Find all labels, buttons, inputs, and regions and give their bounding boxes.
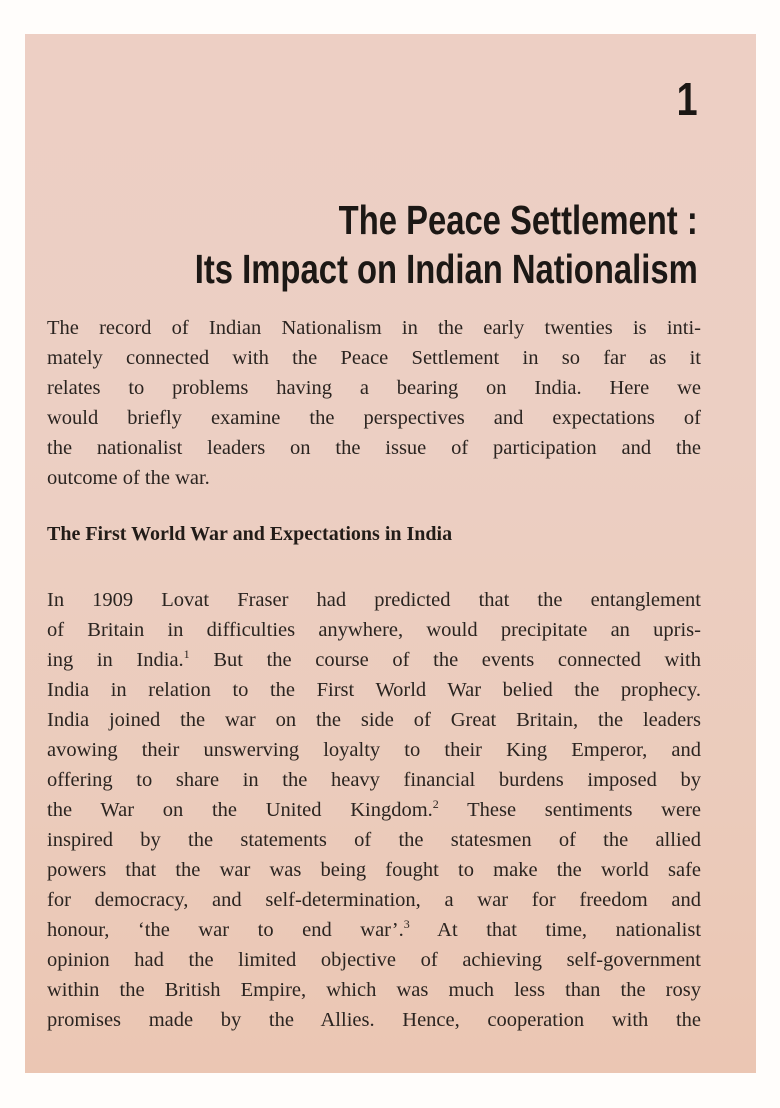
section-heading: The First World War and Expectations in India: [47, 523, 453, 545]
text-line: avowing their unswerving loyalty to their King Emperor, and: [47, 739, 701, 761]
text-line: relates to problems having a bearing on India. Here we: [47, 377, 701, 399]
text-line: powers that the war was being fought to make the world safe: [47, 859, 701, 881]
text-line: [47, 915, 701, 945]
text-line: of Britain in difficulties anywhere, would precipitate an upris-: [47, 619, 701, 641]
main-paragraph: [47, 585, 701, 1035]
text-line: India joined the war on the side of Great Britain, the leaders: [47, 709, 701, 731]
text-segment: honour, ‘the war to end war’.: [47, 919, 404, 941]
text-segment: the War on the United Kingdom.: [47, 799, 433, 821]
chapter-title-line-2: Its Impact on Indian Nationalism: [194, 246, 698, 292]
text-line: opinion had the limited objective of achieving self-government: [47, 949, 701, 971]
footnote-ref-2[interactable]: 2: [432, 797, 439, 811]
footnote-ref-1[interactable]: 1: [183, 647, 190, 661]
text-line: The record of Indian Nationalism in the early twenties is inti-: [47, 317, 701, 339]
text-line: India in relation to the First World War belied the prophecy.: [47, 679, 701, 701]
text-segment: But the course of the events connected with: [189, 649, 701, 671]
text-line: offering to share in the heavy financial burdens imposed by: [47, 769, 701, 791]
text-line: promises made by the Allies. Hence, cooperation with the: [47, 1009, 701, 1031]
text-segment: These sentiments were: [438, 799, 702, 821]
text-line: within the British Empire, which was much less than the rosy: [47, 979, 701, 1001]
text-line: would briefly examine the perspectives and expectations of: [47, 407, 701, 429]
text-segment: ing in India.: [47, 649, 184, 671]
book-page: [25, 34, 756, 1073]
text-line: the nationalist leaders on the issue of participation and the: [47, 437, 701, 459]
text-line: In 1909 Lovat Fraser had predicted that the entanglement: [47, 589, 701, 611]
intro-paragraph: [47, 313, 701, 493]
chapter-title: [195, 196, 698, 294]
chapter-title-line-1: The Peace Settlement :: [338, 197, 698, 243]
text-segment: At that time, nationalist: [409, 919, 702, 941]
text-line: inspired by the statements of the statesmen of the allied: [47, 829, 701, 851]
chapter-number: 1: [677, 73, 698, 125]
text-line: [47, 795, 701, 825]
text-line: [47, 645, 701, 675]
text-line: for democracy, and self-determination, a war for freedom and: [47, 889, 701, 911]
text-line: outcome of the war.: [47, 467, 210, 489]
footnote-ref-3[interactable]: 3: [403, 917, 410, 931]
text-line: mately connected with the Peace Settlement in so far as it: [47, 347, 701, 369]
